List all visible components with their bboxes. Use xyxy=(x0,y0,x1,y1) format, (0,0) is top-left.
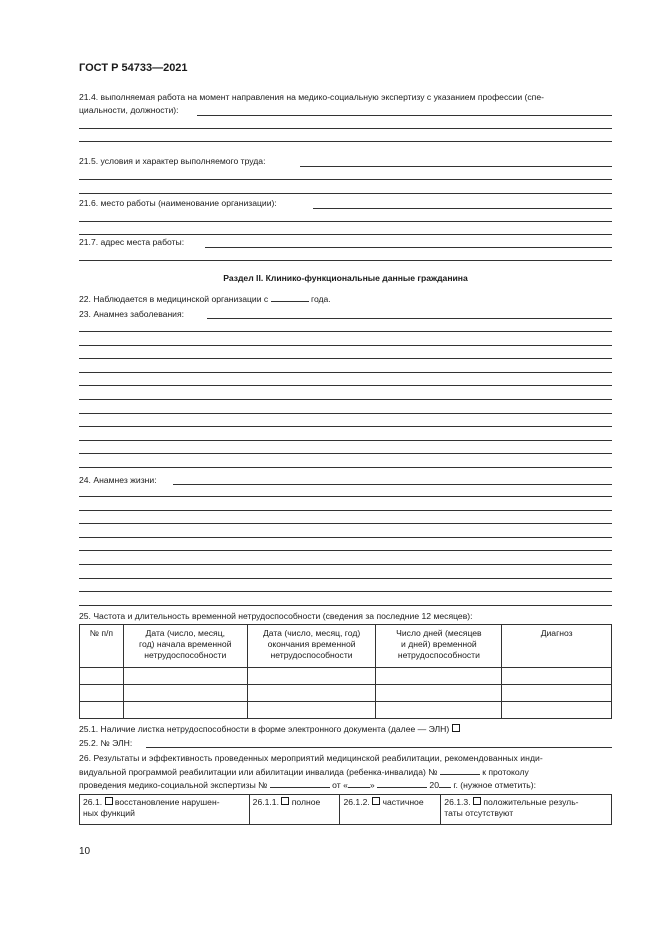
blank-line[interactable] xyxy=(79,358,612,359)
table-cell[interactable] xyxy=(80,685,124,702)
blank-line[interactable] xyxy=(79,496,612,497)
item-23-field[interactable] xyxy=(207,318,612,319)
day-field[interactable] xyxy=(348,779,370,788)
item-22-suffix: года. xyxy=(311,294,331,304)
table-cell[interactable] xyxy=(502,668,612,685)
item-26-line1: 26. Результаты и эффективность проведенных мероприятий медицинской реабилитации, рекомендованных инди- xyxy=(79,753,543,763)
blank-line[interactable] xyxy=(79,221,612,222)
ipra-number-field[interactable] xyxy=(440,766,480,775)
col-header-start-date: Дата (число, месяц, год) начала временной нетрудоспособности xyxy=(123,625,247,668)
item-21-7-field[interactable] xyxy=(205,247,612,248)
blank-line[interactable] xyxy=(79,260,612,261)
blank-line[interactable] xyxy=(79,605,612,606)
year-field[interactable] xyxy=(439,779,451,788)
page-number: 10 xyxy=(79,846,91,857)
blank-line[interactable] xyxy=(79,141,612,142)
disability-table xyxy=(79,624,612,719)
col-header-diagnosis: Диагноз xyxy=(502,625,612,668)
table-row xyxy=(80,795,612,825)
blank-line[interactable] xyxy=(79,440,612,441)
blank-line[interactable] xyxy=(79,564,612,565)
table-cell[interactable] xyxy=(502,702,612,719)
item-21-5-label: 21.5. условия и характер выполняемого труда: xyxy=(79,156,266,166)
blank-line[interactable] xyxy=(79,413,612,414)
table-cell[interactable] xyxy=(376,668,502,685)
table-cell[interactable] xyxy=(502,685,612,702)
blank-line[interactable] xyxy=(79,523,612,524)
option-partial[interactable]: 26.1.2. частичное xyxy=(340,795,441,825)
checkbox-icon[interactable] xyxy=(452,724,460,732)
table-row xyxy=(80,668,612,685)
item-24-field[interactable] xyxy=(173,484,612,485)
item-21-4-field[interactable] xyxy=(197,115,612,116)
blank-line[interactable] xyxy=(79,179,612,180)
item-24-label: 24. Анамнез жизни: xyxy=(79,475,157,485)
table-cell[interactable] xyxy=(376,702,502,719)
item-25-2-field[interactable] xyxy=(146,747,612,748)
item-22-label: 22. Наблюдается в медицинской организации с xyxy=(79,294,269,304)
protocol-number-field[interactable] xyxy=(270,779,330,788)
option-restoration[interactable]: 26.1. восстановление нарушен- ных функций xyxy=(80,795,250,825)
item-25-1-label: 25.1. Наличие листка нетрудоспособности в форме электронного документа (далее — ЭЛН) xyxy=(79,724,450,734)
blank-line[interactable] xyxy=(79,578,612,579)
checkbox-icon[interactable] xyxy=(473,797,481,805)
col-header-days: Число дней (месяцев и дней) временной нетрудоспособности xyxy=(376,625,502,668)
table-row xyxy=(80,685,612,702)
blank-line[interactable] xyxy=(79,345,612,346)
table-cell[interactable] xyxy=(247,685,376,702)
blank-line[interactable] xyxy=(79,537,612,538)
option-no-positive-results[interactable]: 26.1.3. положительные резуль- таты отсутствуют xyxy=(441,795,612,825)
option-full[interactable]: 26.1.1. полное xyxy=(249,795,340,825)
table-row xyxy=(80,702,612,719)
document-standard-id: ГОСТ Р 54733—2021 xyxy=(79,62,188,74)
blank-line[interactable] xyxy=(79,467,612,468)
item-21-6-label: 21.6. место работы (наименование организации): xyxy=(79,198,277,208)
item-26-line3: проведения медико-социальной экспертизы № от « » 20 г. (нужное отметить): xyxy=(79,780,537,790)
table-header-row xyxy=(80,625,612,668)
checkbox-icon[interactable] xyxy=(372,797,380,805)
checkbox-icon[interactable] xyxy=(281,797,289,805)
blank-line[interactable] xyxy=(79,372,612,373)
blank-line[interactable] xyxy=(79,453,612,454)
rehabilitation-results-table xyxy=(79,794,612,825)
item-26-line2: видуальной программой реабилитации или абилитации инвалида (ребенка-инвалида) № к протоколу xyxy=(79,767,529,777)
table-cell[interactable] xyxy=(376,685,502,702)
blank-line[interactable] xyxy=(79,550,612,551)
table-cell[interactable] xyxy=(80,702,124,719)
item-22-year-field[interactable] xyxy=(271,293,309,302)
item-25-label: 25. Частота и длительность временной нетрудоспособности (сведения за последние 12 месяцев): xyxy=(79,611,473,621)
blank-line[interactable] xyxy=(79,234,612,235)
item-21-5-field[interactable] xyxy=(300,166,612,167)
section-heading: Раздел II. Клинико-функциональные данные гражданина xyxy=(223,273,468,283)
item-25-1 xyxy=(79,724,460,734)
blank-line[interactable] xyxy=(79,426,612,427)
col-header-end-date: Дата (число, месяц, год) окончания временной нетрудоспособности xyxy=(247,625,376,668)
col-header-number: № п/п xyxy=(80,625,124,668)
table-cell[interactable] xyxy=(123,685,247,702)
item-23-label: 23. Анамнез заболевания: xyxy=(79,309,185,319)
blank-line[interactable] xyxy=(79,331,612,332)
item-21-7-label: 21.7. адрес места работы: xyxy=(79,237,185,247)
item-22 xyxy=(79,293,331,304)
table-cell[interactable] xyxy=(123,702,247,719)
item-21-4-line1: 21.4. выполняемая работа на момент направления на медико-социальную экспертизу с указанием профессии (спе- xyxy=(79,92,544,102)
blank-line[interactable] xyxy=(79,193,612,194)
table-cell[interactable] xyxy=(123,668,247,685)
checkbox-icon[interactable] xyxy=(105,797,113,805)
item-21-4-line2: циальности, должности): xyxy=(79,105,179,115)
item-25-2-label: 25.2. № ЭЛН: xyxy=(79,738,133,748)
blank-line[interactable] xyxy=(79,399,612,400)
table-cell[interactable] xyxy=(80,668,124,685)
table-cell[interactable] xyxy=(247,702,376,719)
blank-line[interactable] xyxy=(79,510,612,511)
blank-line[interactable] xyxy=(79,128,612,129)
month-field[interactable] xyxy=(377,779,427,788)
blank-line[interactable] xyxy=(79,591,612,592)
table-cell[interactable] xyxy=(247,668,376,685)
blank-line[interactable] xyxy=(79,385,612,386)
item-21-6-field[interactable] xyxy=(313,208,612,209)
